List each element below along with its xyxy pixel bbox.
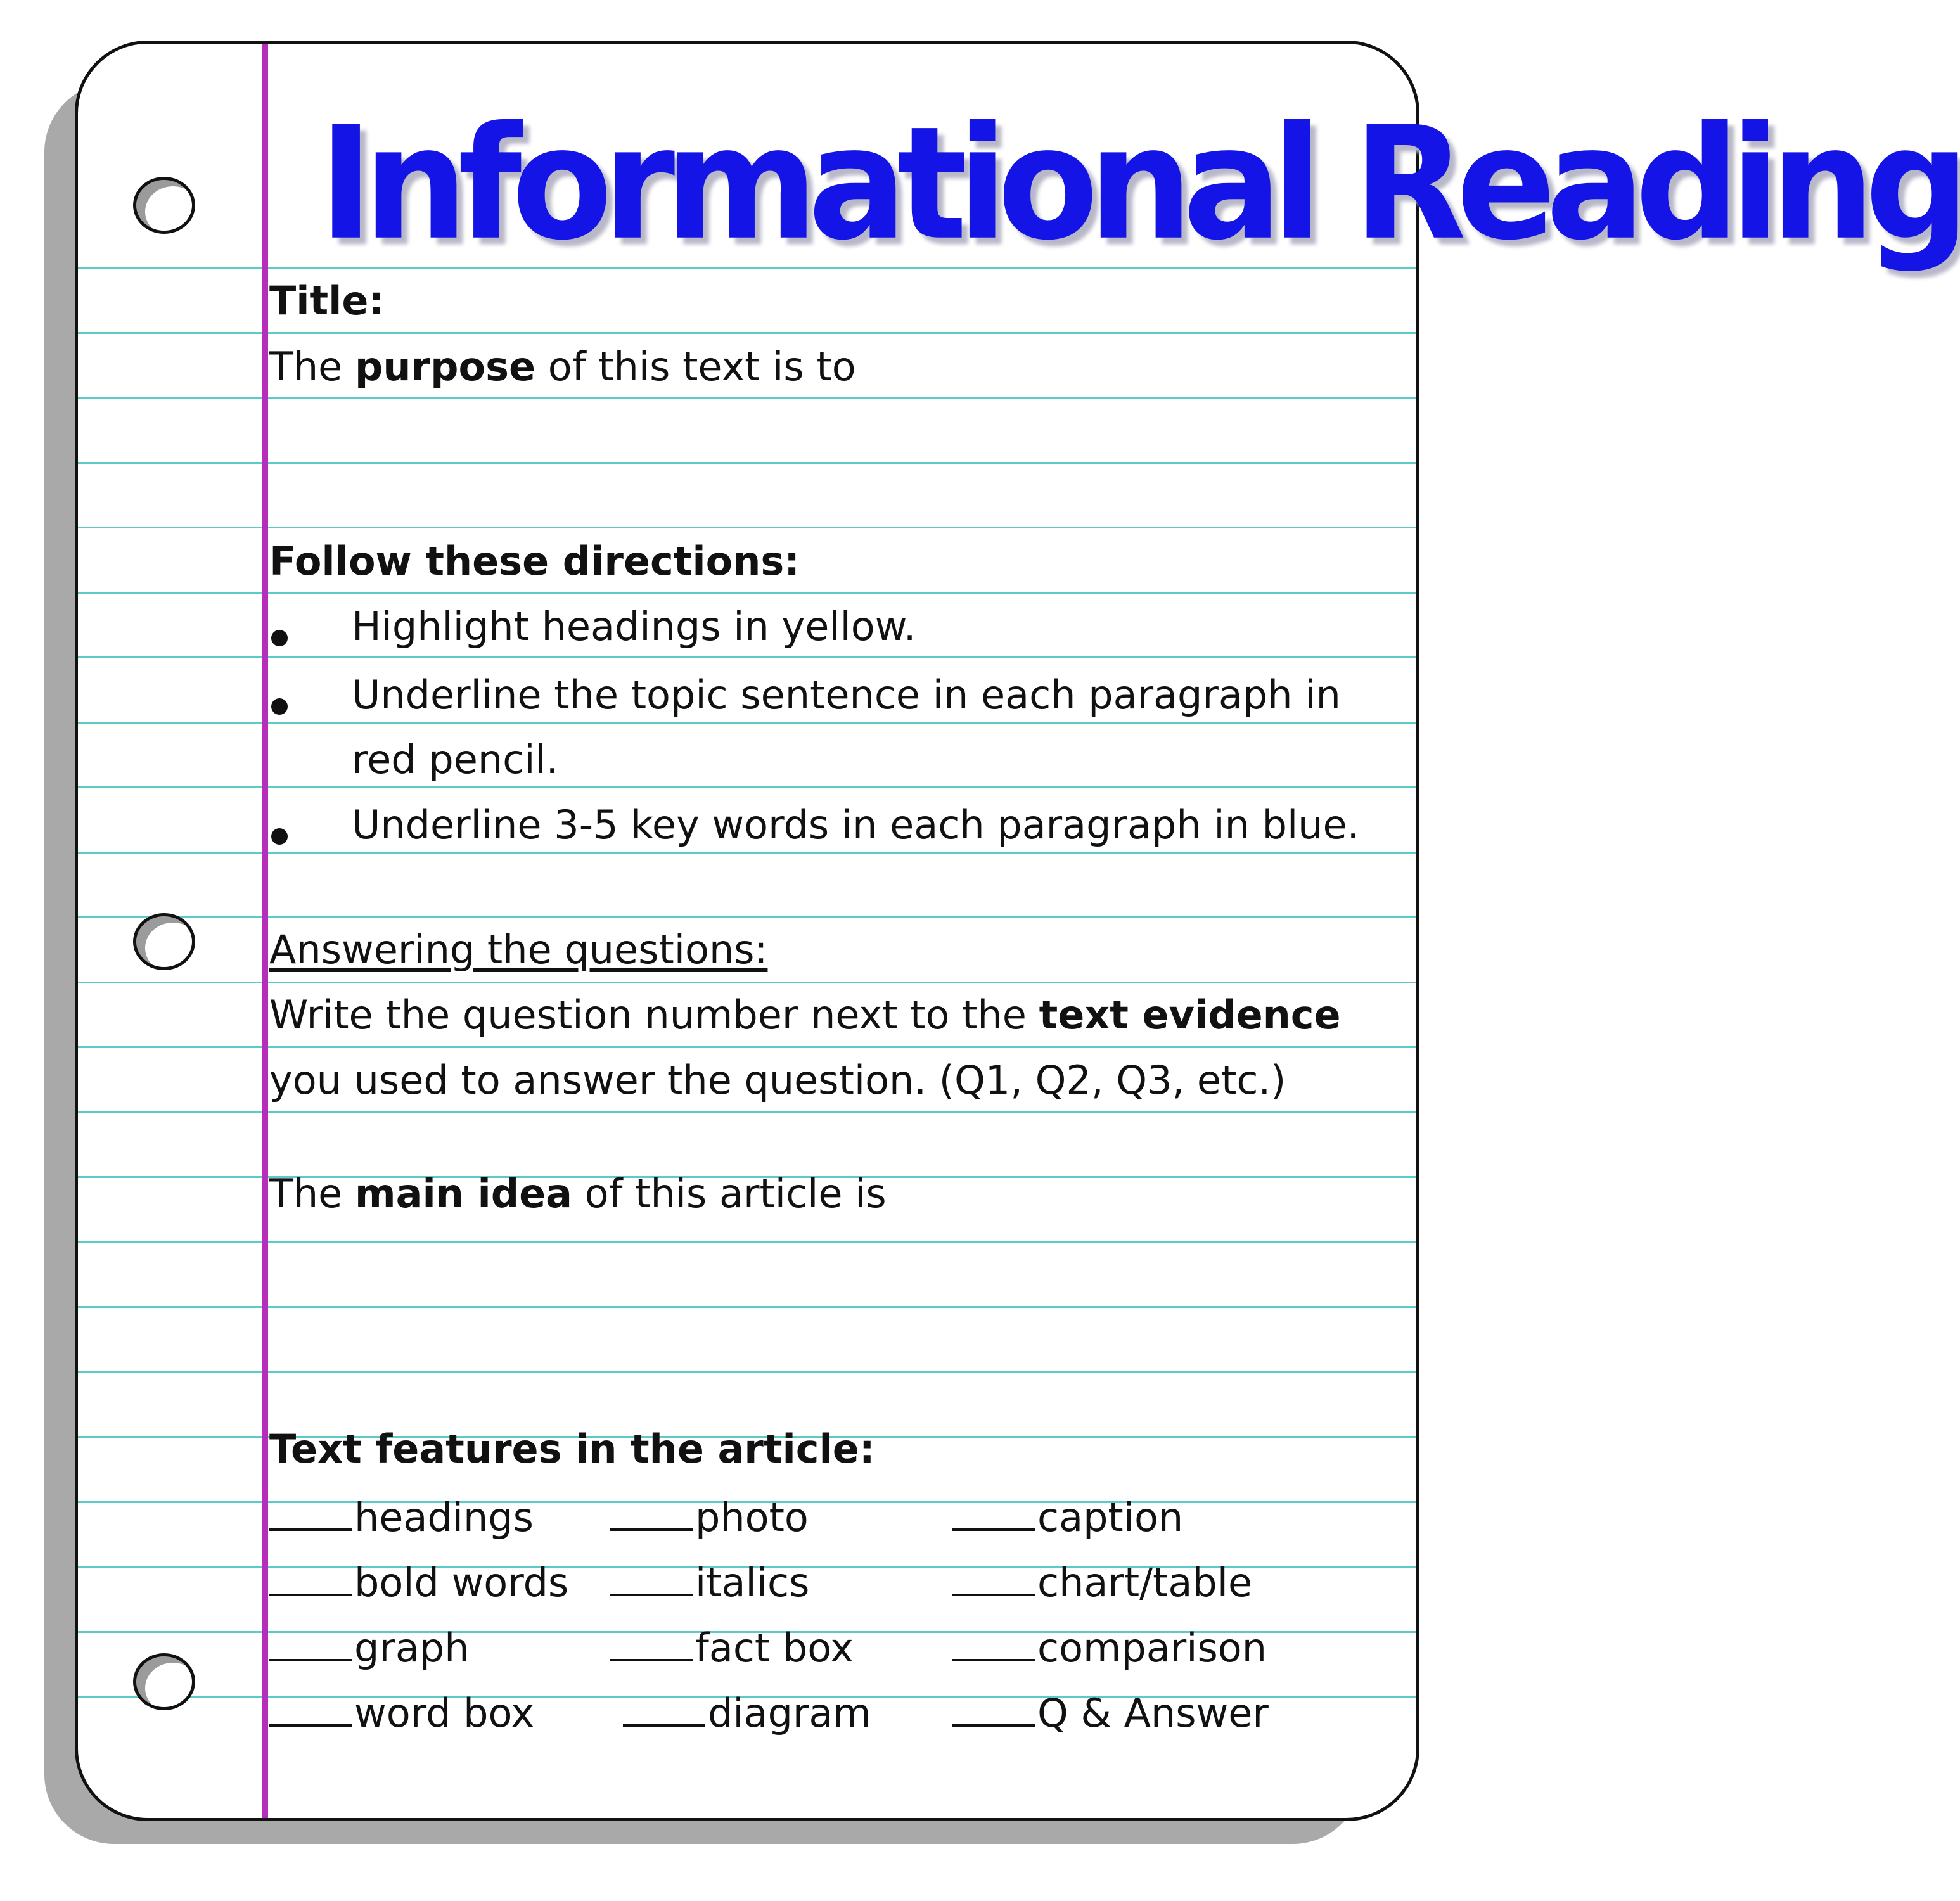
text-features-heading: Text features in the article:	[269, 1426, 875, 1472]
main-idea-prompt	[269, 1168, 887, 1219]
bullet-icon	[271, 630, 288, 646]
feature-label: comparison	[1037, 1625, 1267, 1671]
purpose-post: of this text is to	[535, 343, 856, 390]
ruled-line	[78, 332, 1416, 334]
checkbox-blank[interactable]	[269, 1621, 352, 1661]
direction-item: Underline 3-5 key words in each paragraph in blue.	[352, 802, 1360, 848]
ruled-line	[78, 722, 1416, 724]
ruled-line	[78, 916, 1416, 918]
purpose-bold: purpose	[355, 343, 536, 390]
ruled-line	[78, 397, 1416, 399]
feature-item	[610, 1621, 854, 1672]
main-idea-pre: The	[269, 1170, 355, 1217]
feature-label: photo	[695, 1494, 809, 1540]
feature-item	[952, 1686, 1269, 1737]
answering-line-2: you used to answer the question. (Q1, Q2, Q3, etc.)	[269, 1057, 1286, 1103]
direction-item: Highlight headings in yellow.	[352, 603, 916, 650]
feature-item	[269, 1686, 534, 1737]
purpose-pre: The	[269, 343, 355, 390]
feature-label: fact box	[695, 1625, 854, 1671]
feature-label: italics	[695, 1559, 810, 1606]
title-label: Title:	[269, 278, 385, 324]
answering-line-1-text: Write the question number next to the	[269, 992, 1039, 1038]
feature-label: chart/table	[1037, 1559, 1253, 1606]
feature-item	[952, 1556, 1252, 1606]
ruled-line	[78, 462, 1416, 464]
checkbox-blank[interactable]	[269, 1556, 352, 1596]
ruled-line	[78, 1371, 1416, 1373]
ruled-line	[78, 592, 1416, 594]
binder-hole-top	[133, 177, 195, 234]
feature-item	[269, 1556, 568, 1606]
ruled-line	[78, 1306, 1416, 1308]
ruled-line	[78, 656, 1416, 658]
feature-label: diagram	[708, 1690, 871, 1736]
checkbox-blank[interactable]	[610, 1490, 693, 1531]
notebook-paper	[75, 41, 1960, 1821]
feature-item	[610, 1556, 809, 1606]
ruled-line	[78, 852, 1416, 854]
bullet-icon	[271, 828, 288, 845]
main-idea-bold: main idea	[355, 1170, 572, 1217]
binder-hole-bottom	[133, 1653, 195, 1710]
checkbox-blank[interactable]	[952, 1556, 1035, 1596]
feature-label: Q & Answer	[1037, 1690, 1269, 1736]
feature-item	[623, 1686, 871, 1737]
feature-item	[952, 1621, 1267, 1672]
feature-item	[952, 1490, 1183, 1541]
checkbox-blank[interactable]	[610, 1621, 693, 1661]
checkbox-blank[interactable]	[952, 1621, 1035, 1661]
feature-item	[269, 1490, 534, 1541]
checkbox-blank[interactable]	[952, 1490, 1035, 1531]
margin-line	[262, 44, 268, 1818]
checkbox-blank[interactable]	[952, 1686, 1035, 1727]
main-idea-post: of this article is	[572, 1170, 887, 1217]
direction-item: Underline the topic sentence in each paragraph in	[352, 672, 1341, 718]
checkbox-blank[interactable]	[269, 1686, 352, 1727]
feature-label: headings	[354, 1494, 534, 1540]
page-title: Informational Reading	[319, 93, 1960, 275]
feature-label: graph	[354, 1625, 470, 1671]
ruled-line	[78, 1046, 1416, 1048]
answering-heading: Answering the questions:	[269, 926, 768, 973]
feature-label: word box	[354, 1690, 535, 1736]
purpose-prompt	[269, 342, 856, 392]
checkbox-blank[interactable]	[623, 1686, 705, 1727]
feature-item	[269, 1621, 470, 1672]
ruled-line	[78, 1241, 1416, 1243]
bullet-icon	[271, 698, 288, 715]
ruled-line	[78, 982, 1416, 983]
ruled-line	[78, 786, 1416, 788]
feature-label: bold words	[354, 1559, 569, 1606]
ruled-line	[78, 1111, 1416, 1113]
answering-line-1-bold: text evidence	[1039, 992, 1341, 1038]
binder-hole-middle	[133, 913, 195, 970]
checkbox-blank[interactable]	[610, 1556, 693, 1596]
directions-heading: Follow these directions:	[269, 538, 800, 584]
ruled-line	[78, 527, 1416, 528]
direction-item-continued: red pencil.	[352, 736, 559, 783]
feature-item	[610, 1490, 809, 1541]
answering-line-1	[269, 990, 1341, 1040]
feature-label: caption	[1037, 1494, 1184, 1540]
checkbox-blank[interactable]	[269, 1490, 352, 1531]
